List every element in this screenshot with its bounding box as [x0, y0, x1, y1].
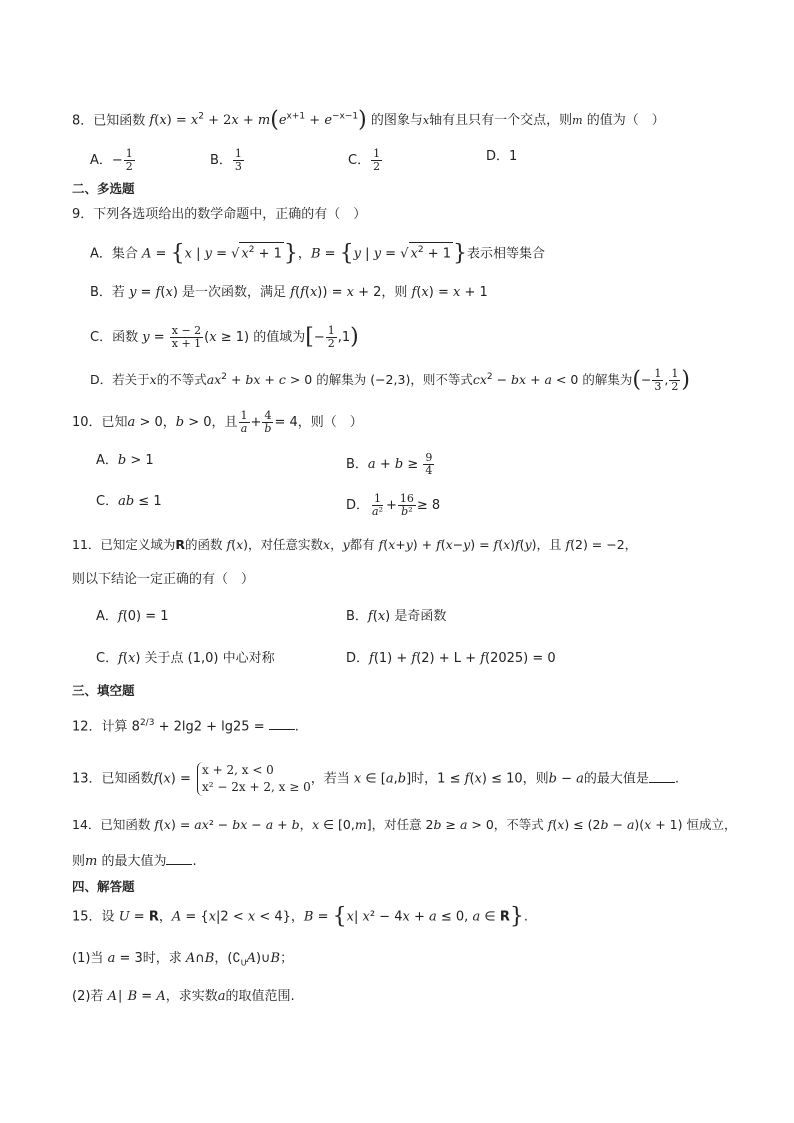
q8-option-a: A．− $\frac{1}{2}$ — [90, 147, 133, 173]
q8-option-d: D．1 — [486, 149, 518, 164]
q13-prefix: 13．已知函数 — [72, 771, 154, 787]
q9-option-c: C．函数 y = $\frac{x - 2}{x + 1}$ (x ≥ 1) 的值域为[− $\frac{1}{2}$ ,1) — [90, 324, 359, 350]
q11-option-b: B．f(x) 是奇函数 — [346, 609, 447, 624]
q10-option-d: D． $\frac{1}{\text{a²}}$ + $\frac{16}{\text{b²}}$ ≥ 8 — [346, 492, 441, 518]
question-15-part-1: (1)当 a = 3时，求 A∩B，$(∁_UA)\cup B$； — [72, 951, 294, 968]
q8-option-c: C． $\frac{1}{2}$ — [348, 147, 381, 173]
question-13: 13．已知函数f(x) = x + 2, x < 0 x² − 2x + 2, x ≥ 0 ，若当 x ∈ [a,b]时，1 ≤ f(x) ≤ 10，则b − a的最大值是 . — [72, 763, 680, 794]
q11-option-c: C．f(x) 关于点 (1,0) 中心对称 — [96, 651, 275, 666]
section-heading-4: 四、解答题 — [72, 879, 135, 894]
q13-piecewise — [197, 762, 311, 796]
q13-piece-2: x² − 2x + 2, x ≥ 0 — [202, 780, 311, 794]
question-14-line-2: 则m 的最大值为 . — [72, 854, 197, 869]
q9-option-d: D．若关于x的不等式$ax^2$ + bx + c > 0 的解集为 (−2,3)，则不等式$cx^2$ − bx + a < 0 的解集为(− $\frac{1}{3}$ , $\frac{1}{2}$ ) — [90, 367, 690, 394]
question-15-stem: 15．设 U = R，A = {x|2 < x < 4}，B = {x| x² − 4x + a ≤ 0, a ∈ R}. — [72, 904, 528, 929]
question-14-line-1: 14．已知函数 f(x) = ax² − bx − a + b，x ∈ [0,m]，对任意 2b ≥ a > 0，不等式 f(x) ≤ (2b − a)(x + 1) 恒成立， — [72, 817, 737, 832]
q10-option-a: A．b > 1 — [96, 453, 154, 468]
q8-suffix: 的图象与x轴有且只有一个交点，则m 的值为（ ） — [370, 113, 665, 129]
question-11-stem: 11．已知定义域为R的函数 f(x)，对任意实数x，y都有 f(x+y) + f(x−y) = f(x)f(y)，且 f(2) = −2， — [72, 537, 638, 552]
q10-option-c: C．ab ≤ 1 — [96, 494, 162, 509]
q8-expression: $f(x) = x^2 + 2x + m(e^{x+1} + e^{-x-1})$ — [149, 107, 367, 133]
q13-answer-blank[interactable] — [649, 770, 675, 783]
question-10-stem: 10．已知a > 0，b > 0，且 $\frac{1}{a}$ + $\frac{4}{b}$ = 4，则（ ） — [72, 409, 363, 435]
q9-option-a: A．集合 A = {x | y = √ $x^2 + 1$}，B = {y | y = √ $x^2 + 1$}表示相等集合 — [90, 240, 546, 266]
q8-prefix: 8．已知函数 — [72, 113, 146, 129]
q8-option-b: B． $\frac{1}{3}$ — [210, 147, 242, 173]
question-11-stem-2: 则以下结论一定正确的有（ ） — [72, 572, 255, 587]
q13-piece-1: x + 2, x < 0 — [202, 763, 274, 777]
q11-option-a: A．f(0) = 1 — [96, 609, 169, 624]
question-15-part-2: (2)若 A∣ B = A，求实数a的取值范围. — [72, 989, 295, 1004]
q14-answer-blank[interactable] — [166, 852, 192, 865]
q11-option-d: D．f(1) + f(2) + L + f(2025) = 0 — [346, 651, 556, 666]
question-8 — [72, 107, 665, 133]
q12-answer-blank[interactable] — [269, 717, 295, 730]
section-heading-3: 三、填空题 — [72, 683, 135, 698]
q9-option-b: B．若 y = f(x) 是一次函数，满足 f(f(x)) = x + 2，则 f(x) = x + 1 — [90, 285, 488, 300]
question-12: 12．计算 $8^{2/3} + 2\lg 2 + \lg 25$ = . — [72, 718, 299, 735]
question-9-stem: 9．下列各选项给出的数学命题中，正确的有（ ） — [72, 207, 367, 222]
q10-option-b: B．a + b ≥ $\frac{9}{4}$ — [346, 451, 433, 477]
section-heading-2: 二、多选题 — [72, 181, 135, 196]
